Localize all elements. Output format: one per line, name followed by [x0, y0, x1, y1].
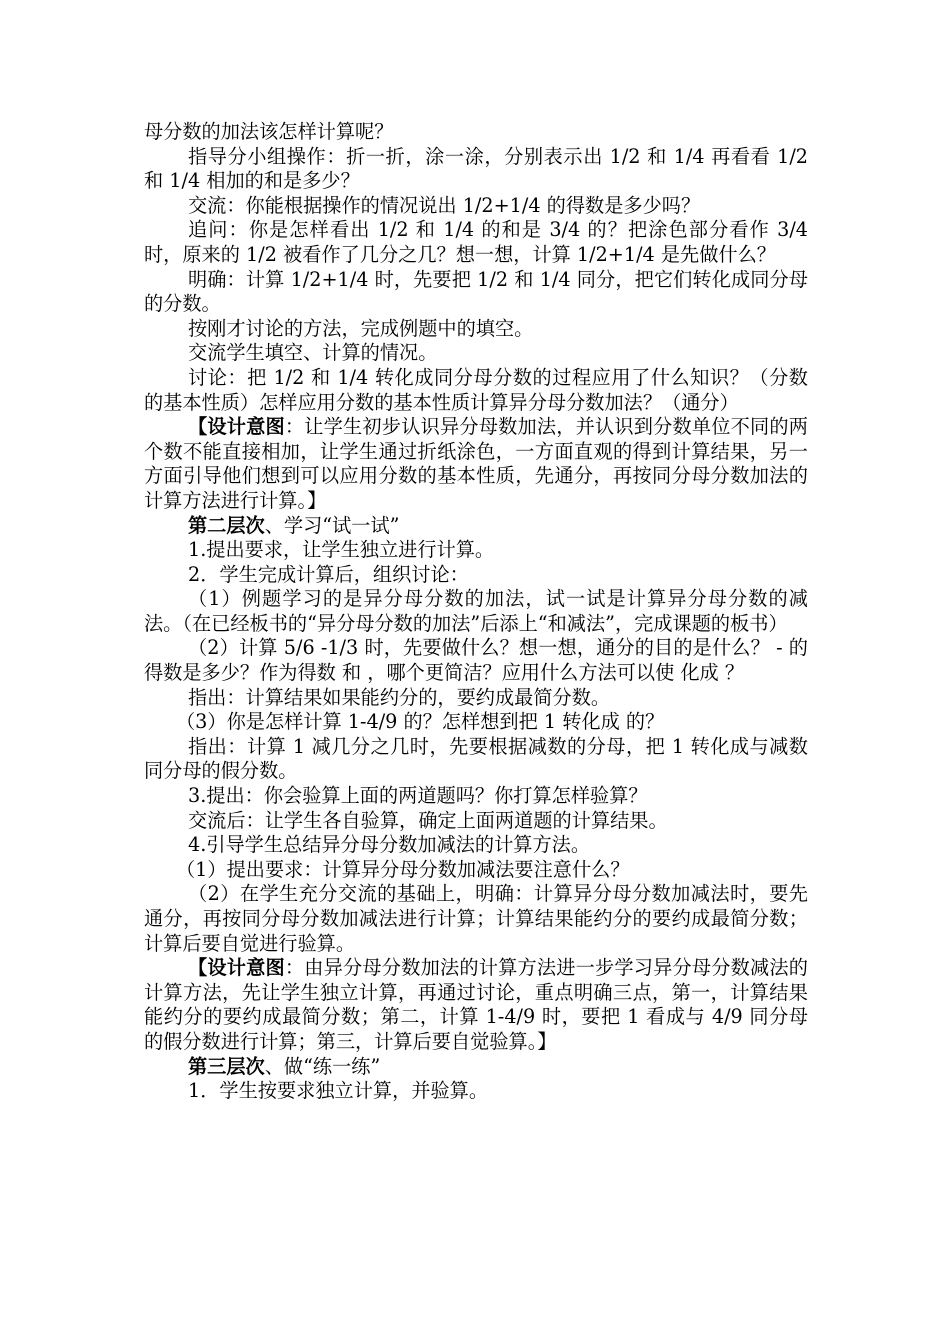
section-heading-label: 第二层次 — [188, 513, 265, 537]
section-heading — [144, 1055, 808, 1080]
design-intent-label: 【设计意图 — [188, 956, 285, 980]
paragraph: 讨论：把 1/2 和 1/4 转化成同分母分数的过程应用了什么知识？（分数的基本性质）怎样应用分数的基本性质计算异分母分数加法？（通分） — [144, 365, 808, 414]
design-intent-label: 【设计意图 — [188, 415, 285, 439]
paragraph: 交流后：让学生各自验算，确定上面两道题的计算结果。 — [188, 808, 668, 832]
paragraph: 指出：计算结果如果能约分的，要约成最简分数。 — [188, 685, 611, 709]
paragraph: 1.提出要求，让学生独立进行计算。 — [188, 538, 495, 562]
paragraph: 4.引导学生总结异分母分数加减法的计算方法。 — [188, 833, 591, 857]
section-heading — [144, 514, 808, 539]
paragraph: 2．学生完成计算后，组织讨论： — [188, 562, 469, 586]
paragraph: 1．学生按要求独立计算，并验算。 — [188, 1079, 489, 1103]
paragraph: 3.提出：你会验算上面的两道题吗？你打算怎样验算？ — [188, 784, 648, 808]
paragraph: 母分数的加法该怎样计算呢？ — [144, 120, 394, 143]
design-intent-text: ：由异分母分数加法的计算方法进一步学习异分母分数减法的计算方法，先让学生独立计算，再通过讨论，重点明确三点，第一，计算结果能约分的要约成最简分数；第二，计算 1-4/9 时，要把 1 看成与 4/9 同分母的假分数进行计算；第三，计算后要自觉验算。】 — [144, 956, 808, 1053]
paragraph: 交流：你能根据操作的情况说出 1/2+1/4 的得数是多少吗？ — [188, 193, 701, 217]
design-intent-text: ：让学生初步认识异分母数加法，并认识到分数单位不同的两个数不能直接相加，让学生通过折纸涂色，一方面直观的得到计算结果，另一方面引导他们想到可以应用分数的基本性质，先通分，再按同分母分数加法的计算方法进行计算。】 — [144, 415, 808, 512]
paragraph: （1）例题学习的是异分母分数的加法，试一试是计算异分母分数的减法。（在已经板书的“异分母分数的加法”后添上“和减法”，完成课题的板书） — [144, 587, 808, 635]
paragraph: 指出：计算 1 减几分之几时，先要根据减数的分母，把 1 转化成与减数同分母的假分数。 — [144, 734, 808, 783]
paragraph: （3）你是怎样计算 1-4/9 的？怎样想到把 1 转化成 的？ — [176, 710, 665, 734]
paragraph: 指导分小组操作：折一折，涂一涂，分别表示出 1/2 和 1/4 再看看 1/2 和 1/4 相加的和是多少？ — [144, 144, 808, 193]
paragraph: （1）提出要求：计算异分母分数加减法要注意什么？ — [176, 857, 630, 881]
section-heading-label: 第三层次 — [188, 1054, 265, 1078]
design-intent-paragraph — [144, 415, 808, 513]
paragraph: （2）在学生充分交流的基础上，明确：计算异分母分数加减法时，要先通分，再按同分母分数加减法进行计算；计算结果能约分的要约成最简分数；计算后要自觉进行验算。 — [144, 882, 808, 955]
paragraph: （2）计算 5/6 -1/3 时，先要做什么？想一想，通分的目的是什么？ - 的得数是多少？作为得数 和 ，哪个更简洁？应用什么方法可以使 化成 ？ — [144, 636, 808, 685]
paragraph: 按刚才讨论的方法，完成例题中的填空。 — [188, 316, 534, 340]
design-intent-paragraph — [144, 956, 808, 1054]
section-heading-text: 、学习“试一试” — [264, 513, 400, 537]
document-page — [144, 120, 808, 1104]
paragraph: 追问：你是怎样看出 1/2 和 1/4 的和是 3/4 的？把涂色部分看作 3/4 时，原来的 1/2 被看作了几分之几？想一想，计算 1/2+1/4 是先做什么？ — [144, 218, 808, 266]
section-heading-text: 、做“练一练” — [264, 1054, 381, 1078]
paragraph: 交流学生填空、计算的情况。 — [188, 341, 438, 365]
paragraph: 明确：计算 1/2+1/4 时，先要把 1/2 和 1/4 同分，把它们转化成同分母的分数。 — [144, 267, 808, 316]
